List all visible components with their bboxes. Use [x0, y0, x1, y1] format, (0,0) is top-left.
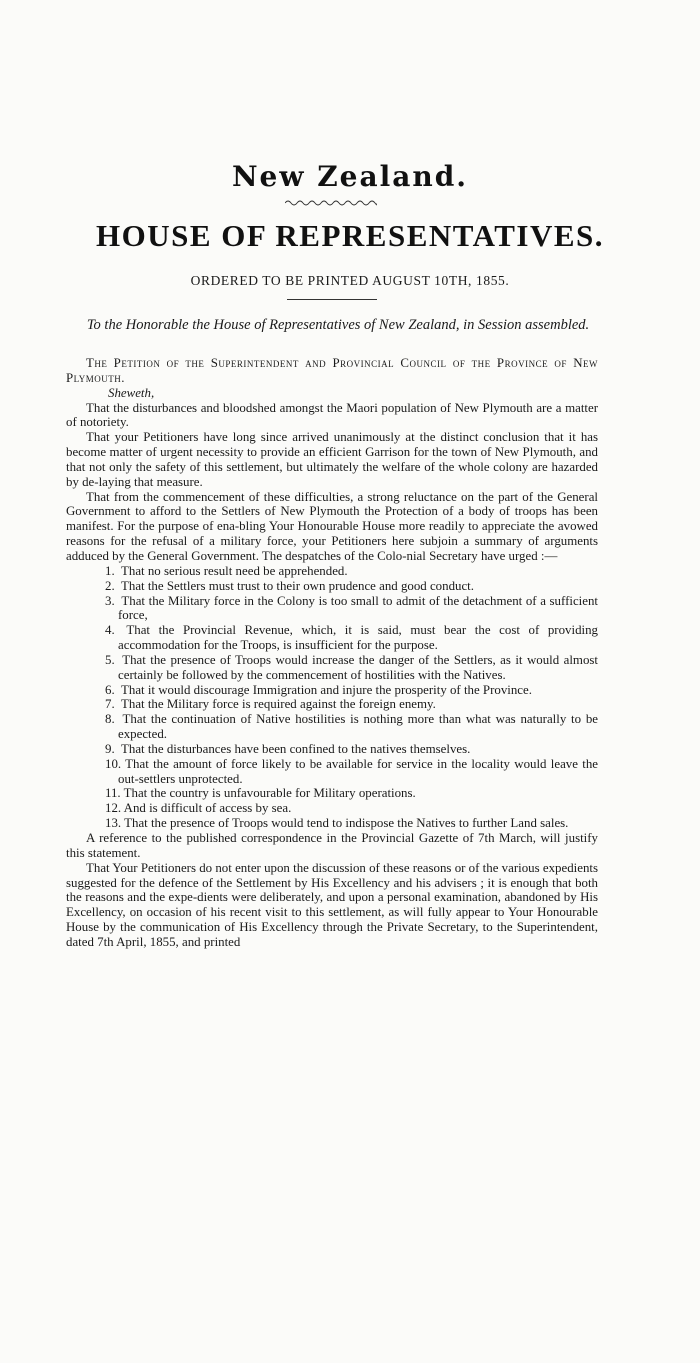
- paragraph: A reference to the published correspondence in the Provincial Gazette of 7th March, will justify this statement.: [66, 831, 598, 860]
- address-line: To the Honorable the House of Representatives of New Zealand, in Session assembled.: [86, 317, 590, 333]
- paragraph: That Your Petitioners do not enter upon the discussion of these reasons or of the various expedients suggested for the defence of the Settlement by His Excellency and his advisers ; it is enough that both the reasons and the expe-dients were deliberately, and upon a personal examination, abandoned by His Excellency, on occasion of his recent visit to this settlement, as will fully appear to Your Honourable House by the communication of His Excellency through the Private Secretary, to the Superintendent, dated 7th April, 1855, and printed: [66, 860, 598, 949]
- petition-body: [66, 356, 598, 950]
- paragraph: That from the commencement of these difficulties, a strong reluctance on the part of the General Government to afford to the Settlers of New Plymouth the Protection of a body of troops has been manifest. For the purpose of ena-bling Your Honourable House more readily to appreciate the avowed reasons for the refusal of a military force, your Petitioners here subjoin a summary of arguments adduced by the General Government. The despatches of the Colo-nial Secretary have urged :—: [66, 489, 598, 563]
- petition-heading: The Petition of the Superintendent and Provincial Council of the Province of New Plymouth.: [66, 356, 598, 385]
- list-item: 3. That the Military force in the Colony is too small to admit of the detachment of a sufficient force,: [105, 593, 598, 623]
- list-item: 4. That the Provincial Revenue, which, it is said, must bear the cost of providing accommodation for the Troops, is insufficient for the purpose.: [105, 623, 598, 653]
- list-item: 7. That the Military force is required against the foreign enemy.: [105, 697, 436, 712]
- paragraph: That your Petitioners have long since arrived unanimously at the distinct conclusion that it has become matter of urgent necessity to provide an efficient Garrison for the town of New Plymouth, and that not only the safety of this settlement, but ultimately the welfare of the whole colony are hazarded by de-laying that measure.: [66, 430, 598, 489]
- list-item: 11. That the country is unfavourable for Military operations.: [105, 786, 416, 801]
- list-item: 8. That the continuation of Native hostilities is nothing more than what was naturally to be expected.: [105, 712, 598, 742]
- list-item: 5. That the presence of Troops would increase the danger of the Settlers, as it would almost certainly be followed by the commencement of hostilities with the Natives.: [105, 652, 598, 682]
- sheweth-line: Sheweth,: [108, 385, 155, 400]
- list-item: 12. And is difficult of access by sea.: [105, 801, 292, 816]
- wavy-rule: [285, 199, 377, 207]
- reasons-list: [66, 564, 598, 831]
- list-item: 6. That it would discourage Immigration and injure the prosperity of the Province.: [105, 682, 532, 697]
- document-title: HOUSE OF REPRESENTATIVES.: [95, 218, 605, 253]
- divider-rule: [287, 299, 377, 300]
- list-item: 13. That the presence of Troops would tend to indispose the Natives to further Land sales.: [105, 816, 569, 831]
- list-item: 1. That no serious result need be apprehended.: [105, 563, 348, 578]
- list-item: 2. That the Settlers must trust to their own prudence and good conduct.: [105, 578, 474, 593]
- list-item: 9. That the disturbances have been confined to the natives themselves.: [105, 741, 471, 756]
- paragraph: That the disturbances and bloodshed amongst the Maori population of New Plymouth are a matter of notoriety.: [66, 400, 598, 430]
- masthead-title: New Zealand.: [231, 160, 469, 193]
- list-item: 10. That the amount of force likely to be available for service in the locality would leave the out-settlers unprotected.: [105, 756, 598, 786]
- print-order-line: ORDERED TO BE PRINTED AUGUST 10TH, 1855.: [190, 273, 510, 288]
